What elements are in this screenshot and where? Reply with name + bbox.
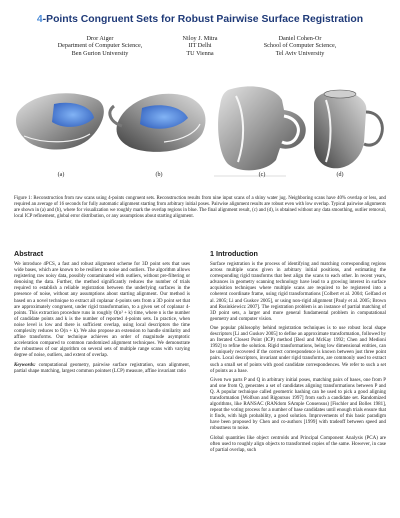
panel-a-scan — [16, 93, 104, 149]
panel-label-c: (c) — [258, 172, 266, 178]
intro-heading: 1 Introduction — [210, 249, 258, 258]
abstract-body: We introduce 4PCS, a fast and robust alignment scheme for 3D point sets that uses wide bases, which are known to be resilient to noise and outliers. The algorithm allows registering raw noisy data, possibly contaminated with outliers, without pre-filtering or denoising the data. Further, the method significantly reduces the number of trials required to establish a reliable registration between the underlying surfaces in the presence of noise, without any assumptions about starting alignment. Our method is based on a novel technique to extract all coplanar 4-points sets from a 3D point set that are approximately congruent, under rigid transformation, to a given set of coplanar 4-points. This extraction procedure runs in roughly O(n² + k) time, where n is the number of candidate points and k is the number of reported 4-points sets. In practice, when noise level is low and there is sufficient overlap, using local descriptors the time complexity reduces to O(n + k). We also propose an extension to handle similarity and affine transforms. Our technique achieves an order of magnitude asymptotic acceleration compared to common randomized alignment techniques. We demonstrate the robustness of our algorithm on several sets of multiple range scans with varying degree of noise, outliers, and extent of overlap. — [14, 262, 190, 359]
figure-caption: Figure 1: Reconstruction from raw scans using 4-points congruent sets. Reconstruction results from nine input scans of a shiny water jug. Neighboring scans have 40% overlap or less, and required an average of 16 seconds for fully automatic alignment starting from arbitrary initial poses. Pairwise alignment results are robust even with low overlap. Typical pairwise alignments are shown in (a) and (b), where for visualization we roughly mark the overlap regions in blue. The final alignment result, (c) and (d), is obtained without any data smoothing, outlier removal, local ICP refinement, global error distribution, or any assumptions about starting alignment. — [14, 196, 386, 219]
intro-paragraph-2: One popular philosophy behind registration techniques is to use robust local shape descriptors [Li and Guskov 2005] to define an approximate transformation, followed by an Iterated Closest Point (ICP) method [Besl and McKay 1992; Chen and Medioni 1992] to refine the solution. Rigid transformations, being low dimensional entities, can be uniquely recovered if the correct correspondence is known between just three point pairs. Local descriptors, invariant under rigid transforms, are commonly used to extract such a small set of points with good candidate correspondences. We refer to such a set of points as a base. — [210, 325, 386, 374]
panel-label-d: (d) — [336, 172, 344, 178]
intro-paragraph-1: Surface registration is the process of identifying and matching corresponding regions across multiple scans given in arbitrary initial positions, and estimating the corresponding rigid transforms that best align the scans to each other. In recent years, advances in geometry scanning technology have lead to a growing interest in surface acquisition techniques where multiple scans are required to be registered into a coherent coordinate frame, using rigid transformations [Colbert et al. 2004; Gelfand et al. 2005; Li and Guskov 2005], or using non-rigid alignment [Pauly et al. 2005; Brown and Rusinkiewicz 2007]. The registration problem is an instance of partial matching of 3D point sets, a larger and more general fundamental problem in computational geometry and computer vision. — [210, 262, 386, 322]
figure-1 — [14, 82, 386, 182]
author-affiliation: School of Computer Science, — [263, 42, 337, 50]
author-affiliation: Department of Computer Science, — [57, 42, 143, 50]
title-text: -Points Congruent Sets for Robust Pairwise Surface Registration — [42, 14, 364, 25]
keywords-text: computational geometry, pairwise surface registration, scan alignment, partial shape matching, largest common pointset (LCP) measure, affine invariant ratio — [14, 362, 191, 374]
keywords-label: Keywords: — [14, 362, 36, 368]
author-affiliation: TU Vienna — [186, 49, 214, 57]
panel-b-scan — [110, 94, 206, 152]
right-column — [210, 250, 386, 457]
author-name: Niloy J. Mitra — [182, 35, 218, 42]
panel-label-a: (a) — [57, 172, 65, 178]
author-block-3 — [235, 35, 365, 57]
author-affiliation: Tel Aviv University — [275, 49, 325, 57]
intro-paragraph-3: Given two parts P and Q in arbitrary initial poses, matching pairs of bases, one from P and one from Q, generates a set of candidates aligning transformations between P and Q. A popular technique called geometric hashing can be used to pick a good aligning transformation [Wolfson and Rigoutsos 1997] from such a candidate set. Randomized algorithms, like RANSAC (RANdom SAmple Consensus) [Fischler and Bolles 1981], repeat the voting process for a number of base candidates until enough trials ensure that it finds, with high probability, a good solution. Improvements of this basic paradigm have been proposed by Chen and co-authors [1999] with tradeoff between speed and robustness to noise. — [210, 377, 386, 432]
left-column — [14, 250, 190, 378]
author-affiliation: IIT Delhi — [188, 42, 212, 50]
author-name: Dror Aiger — [86, 35, 114, 42]
paper-title — [0, 14, 400, 25]
author-name: Daniel Cohen-Or — [278, 35, 322, 42]
author-affiliation: Ben Gurion University — [71, 49, 129, 57]
title-prefix: 4 — [36, 14, 43, 25]
keywords — [14, 363, 190, 375]
panel-label-b: (b) — [155, 172, 163, 178]
figure-1-illustration — [14, 82, 386, 182]
panel-c-jug — [214, 86, 306, 176]
abstract-heading: Abstract — [14, 249, 44, 258]
panel-d-jug — [314, 90, 382, 168]
intro-paragraph-4: Global quantities like object centroids and Principal Component Analysis (PCA) are often used to roughly align objects to transformed copies of the same. However, in case of partial overlap, such — [210, 435, 386, 453]
